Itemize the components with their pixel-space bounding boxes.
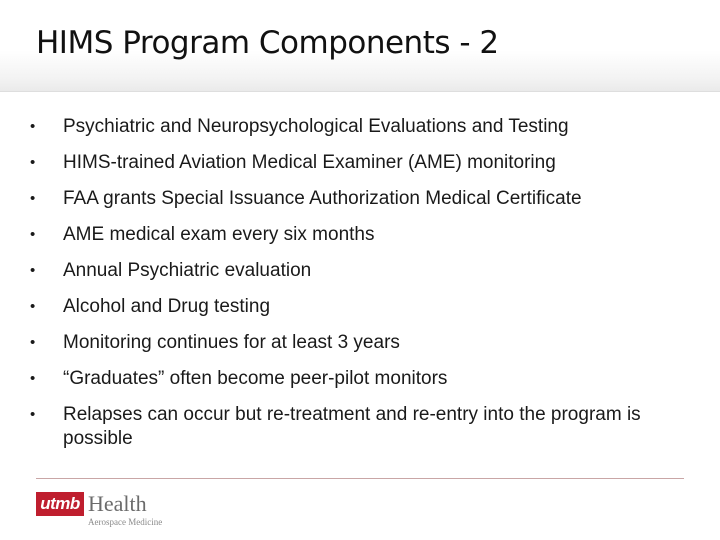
bullet-item [30, 331, 690, 355]
title-divider [0, 91, 720, 92]
bullet-marker: • [30, 298, 36, 315]
bullet-text: “Graduates” often become peer-pilot monitors [63, 368, 448, 389]
bullet-item [30, 403, 690, 451]
logo-mark: utmb [36, 492, 84, 516]
bullet-text: Alcohol and Drug testing [63, 296, 271, 317]
bullet-item [30, 151, 690, 175]
bullet-text: FAA grants Special Issuance Authorization Medical Certificate [63, 188, 582, 209]
bullet-item [30, 115, 690, 139]
bullet-text: Monitoring continues for at least 3 years [63, 332, 400, 353]
utmb-health-logo [36, 490, 186, 532]
bullet-marker: • [30, 370, 36, 387]
bullet-item [30, 223, 690, 247]
bullet-text: HIMS-trained Aviation Medical Examiner (AME) monitoring [63, 152, 556, 173]
footer-rule [36, 478, 684, 479]
bullet-marker: • [30, 154, 36, 171]
bullet-item [30, 259, 690, 283]
logo-subtitle: Aerospace Medicine [88, 517, 163, 527]
bullet-text: Psychiatric and Neuropsychological Evaluations and Testing [63, 116, 569, 137]
bullet-text: Relapses can occur but re-treatment and re-entry into the program is possible [63, 404, 641, 449]
bullet-marker: • [30, 334, 36, 351]
slide-title: HIMS Program Components - 2 [36, 25, 499, 61]
bullet-marker: • [30, 262, 36, 279]
bullet-text: Annual Psychiatric evaluation [63, 260, 312, 281]
bullet-marker: • [30, 406, 36, 423]
bullet-marker: • [30, 190, 36, 207]
bullet-item [30, 295, 690, 319]
logo-wordmark: Health [88, 491, 147, 516]
bullet-text: AME medical exam every six months [63, 224, 375, 245]
bullet-item [30, 187, 690, 211]
bullet-marker: • [30, 226, 36, 243]
bullet-marker: • [30, 118, 36, 135]
bullet-list [30, 115, 690, 463]
bullet-item [30, 367, 690, 391]
